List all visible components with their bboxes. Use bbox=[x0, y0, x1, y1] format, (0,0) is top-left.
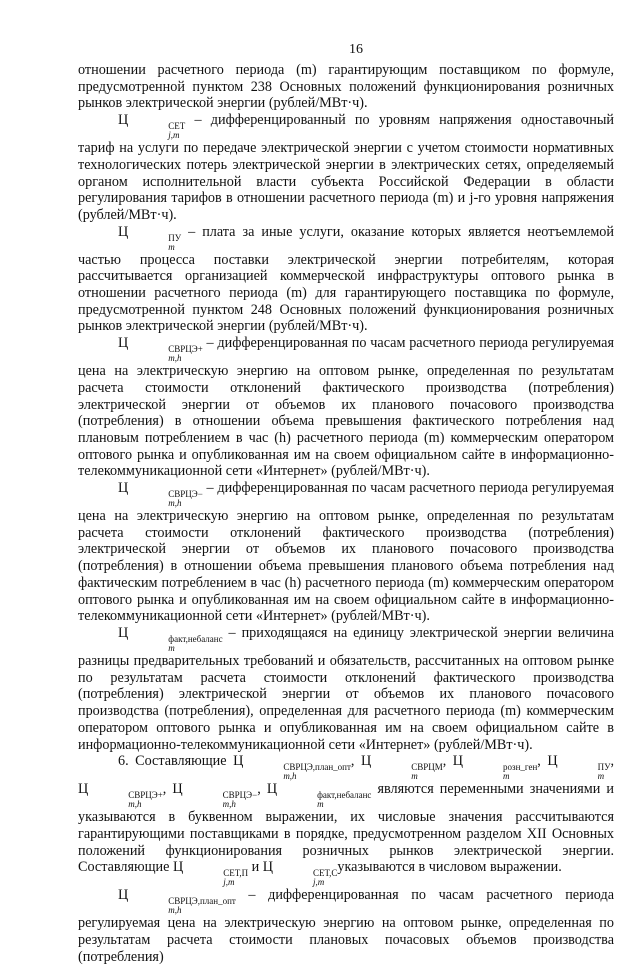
paragraph-svrtse-plus bbox=[78, 335, 614, 480]
symbol-c-fakt-2: Ц факт,небаланс m bbox=[266, 781, 372, 810]
paragraph-svrtse-minus bbox=[78, 480, 614, 625]
symbol-c-fakt: Ц факт,небаланс m bbox=[118, 624, 223, 653]
symbol-c-plan-opt: Ц СВРЦЭ,план_опт m,h bbox=[233, 753, 351, 782]
symbol-c-plus-2: Ц СВРЦЭ+ m,h bbox=[78, 781, 163, 810]
paragraph-text: отношении расчетного периода (m) гарантирующим поставщиком по формуле, предусмотренной пунктом 238 Основных положений функционирования розничных рынков электрической энергии (рублей/МВт·ч). bbox=[78, 62, 614, 112]
paragraph-plan-opt bbox=[78, 887, 614, 965]
paragraph-tariff-set bbox=[78, 112, 614, 224]
symbol-c-svrtse-minus: Ц СВРЦЭ− m,h bbox=[118, 480, 203, 509]
symbol-c-set: Ц СЕТ j,m bbox=[118, 112, 186, 141]
paragraph-text: – дифференцированная по часам расчетного периода регулируемая цена на электрическую энергию на оптовом рынке, определенная по результатам расчета стоимости плановых почасовых объемов производства (потребления) bbox=[78, 887, 614, 965]
paragraph-fakt-nebalans bbox=[78, 625, 614, 753]
paragraph-pu bbox=[78, 224, 614, 336]
paragraph-text: – дифференцированная по часам расчетного периода регулируемая цена на электрическую энергию на оптовом рынке, определенная по результатам расчета стоимости отклонений фактического производства (потребления) электрической энергии от объемов их планового почасового производства (потребления) в отношении объема превышения планового объема потребления над фактическим потреблением в час (h) расчетного периода (m) коммерческим оператором оптового рынка и опубликованная им на своем официальном сайте в информационно-телекоммуникационной сети «Интернет» (рублей/МВт·ч). bbox=[78, 480, 614, 625]
paragraph-text: – приходящаяся на единицу электрической энергии величина разницы предварительных требований и обязательств, рассчитанных на оптовом рынке по результатам расчета стоимости отклонений фактического производства (потребления) электрической энергии от объемов их планового почасового производства (потребления), определенная для расчетного периода (m) коммерческим оператором оптового рынка и опубликованная им на своем официальном сайте в информационно-телекоммуникационной сети «Интернет» (рублей/МВт·ч). bbox=[78, 624, 614, 753]
symbol-c-svrtsm: Ц СВРЦМ m bbox=[360, 753, 443, 782]
symbol-c-svrtse-plus: Ц СВРЦЭ+ m,h bbox=[118, 335, 203, 364]
symbol-c-set-s: Ц СЕТ,С j,m bbox=[262, 859, 338, 888]
symbol-c-plan-opt-2: Ц СВРЦЭ,план_опт m,h bbox=[118, 887, 236, 916]
paragraph-text: указываются в числовом выражении. bbox=[337, 859, 562, 876]
paragraph-text: являются переменными значениями и указываются в буквенном выражении, их числовые значения рассчитываются гарантирующими поставщиками в порядке, предусмотренном разделом XII Основных положений функционирования розничных рынков электрической энергии. Составляющие bbox=[78, 781, 615, 876]
paragraph-item-6: 6. Составляющие Ц СВРЦЭ,план_опт m,h , Ц СВРЦМ m , Ц розн_ген m , Ц ПУ m , Ц СВРЦЭ+ m,h , Ц СВРЦЭ− m,h , Ц факт,небаланс m являются переменными значениями и указываются в буквенном выражении, их числовые значения рассчитываются гарантирующими поставщиками в порядке, предусмотренном разделом XII Основных положений функционирования розничных рынков электрической энергии. Составляющие Ц СЕТ,П j,m и Ц СЕТ,С j,m указываются в числовом выражении. bbox=[78, 753, 615, 888]
symbol-c-set-p: Ц СЕТ,П j,m bbox=[172, 859, 249, 888]
paragraph-text: – дифференцированная по часам расчетного периода регулируемая цена на электрическую энергию на оптовом рынке, определенная по результатам расчета стоимости отклонений фактического производства (потребления) электрической энергии от объемов их планового почасового производства (потребления) в отношении объема превышения фактического потребления над плановым потреблением в час (h) расчетного периода (m) коммерческим оператором оптового рынка и опубликованная им на своем официальном сайте в информационно-телекоммуникационной сети «Интернет» (рублей/МВт·ч). bbox=[78, 335, 614, 480]
paragraph-text: – плата за иные услуги, оказание которых является неотъемлемой частью процесса поставки электрической энергии потребителям, которая рассчитывается организацией коммерческой инфраструктуры оптового рынка в отношении расчетного периода (m) для гарантирующего поставщика по формуле, предусмотренной пунктом 248 Основных положений функционирования розничных рынков электрической энергии (рублей/МВт·ч). bbox=[78, 223, 614, 335]
symbol-c-rozn-gen: Ц розн_ген m bbox=[452, 753, 538, 782]
symbol-c-pu-2: Ц ПУ m bbox=[547, 753, 611, 782]
paragraph-text: – дифференцированный по уровням напряжения одноставочный тариф на услуги по передаче электрической энергии с учетом стоимости нормативных технологических потерь электрической энергии в электрических сетях, определяемый органом исполнительной власти субъекта Российской Федерации в области регулирования тарифов в отношении расчетного периода (m) и j-го уровня напряжения (рублей/МВт·ч). bbox=[78, 112, 614, 223]
paragraph-text: и bbox=[248, 859, 263, 876]
symbol-c-minus-2: Ц СВРЦЭ− m,h bbox=[172, 781, 258, 810]
symbol-c-pu: Ц ПУ m bbox=[118, 223, 182, 252]
paragraph-intro bbox=[78, 62, 614, 112]
page-number: 16 bbox=[349, 42, 363, 57]
paragraph-text: 6. Составляющие bbox=[118, 753, 234, 770]
